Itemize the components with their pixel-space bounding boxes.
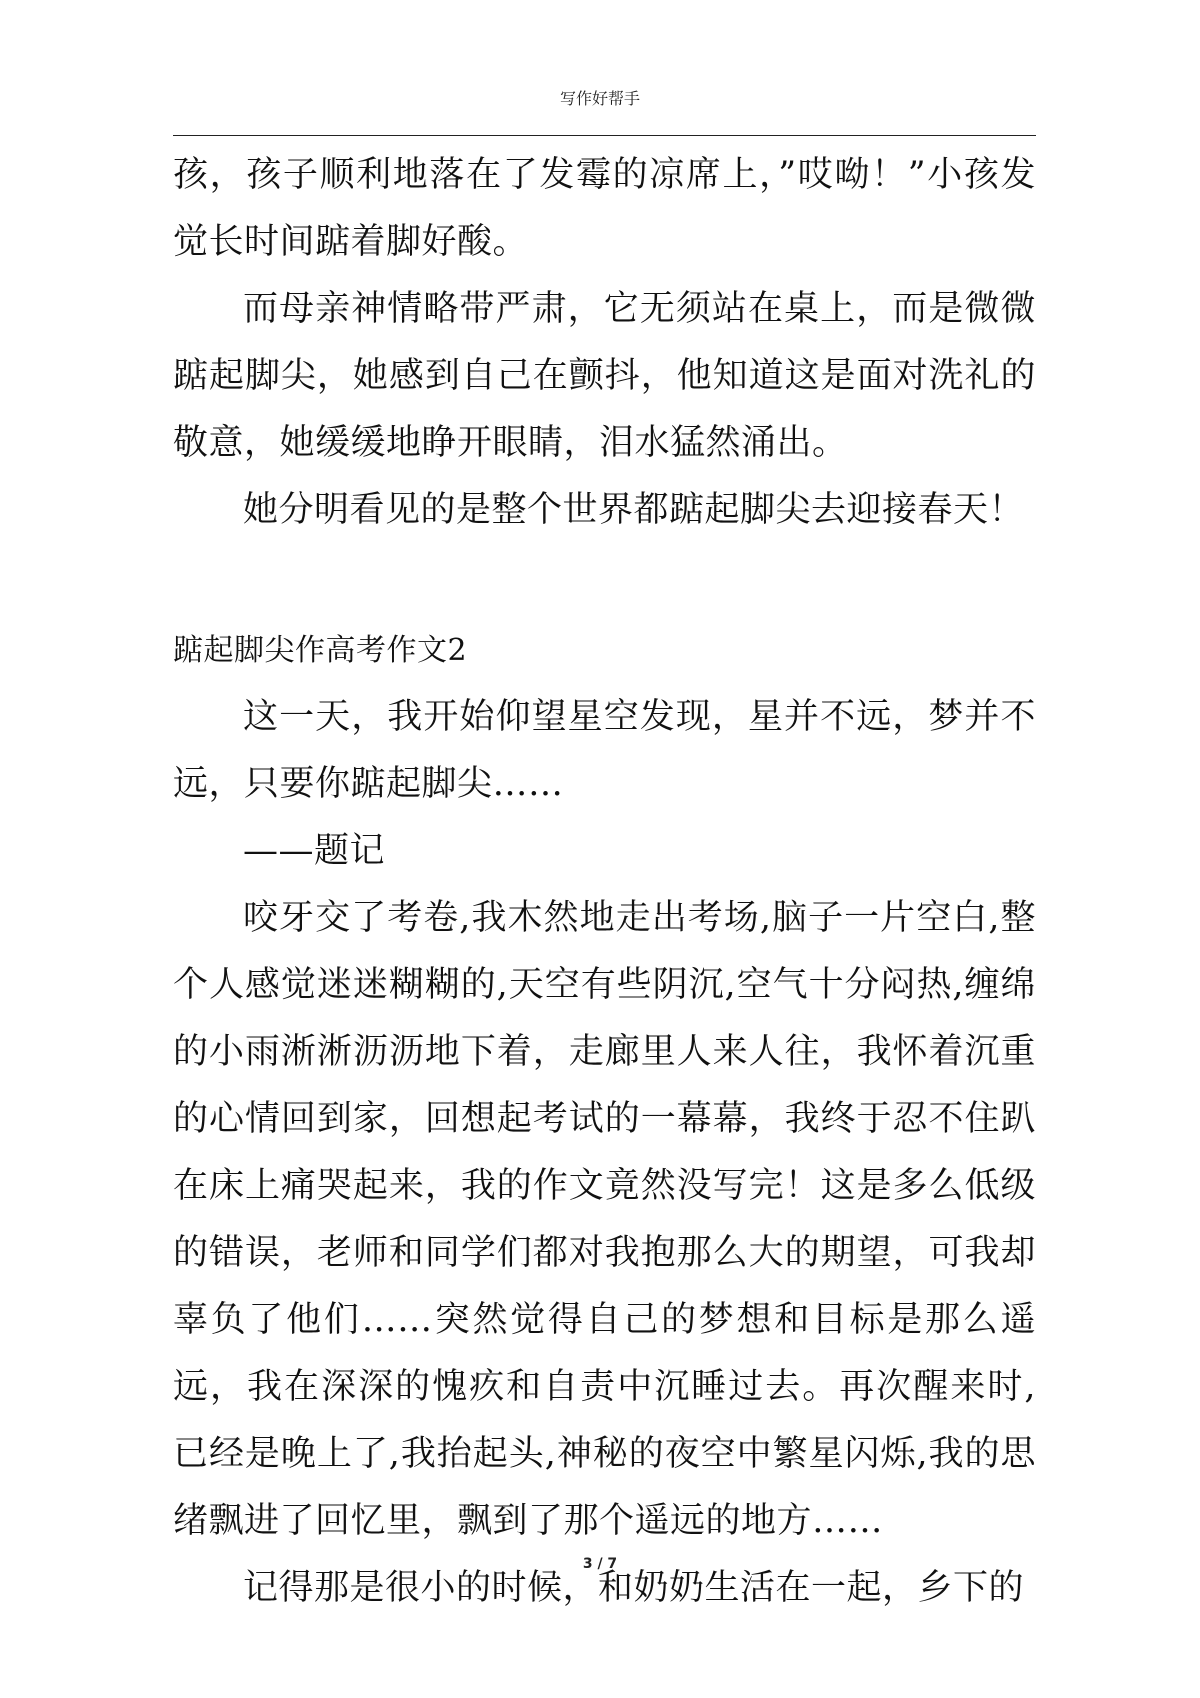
header-divider xyxy=(173,135,1036,136)
document-body xyxy=(173,142,1036,1622)
paragraph: 记得那是很小的时候，和奶奶生活在一起，乡下的 xyxy=(243,1568,1025,1608)
page-header: 写作好帮手 xyxy=(559,89,640,108)
paragraph: 而母亲神情略带严肃，它无须站在桌上，而是微微踮起脚尖，她感到自己在颤抖，他知道这是面对洗礼的敬意，她缓缓地睁开眼睛，泪水猛然涌出。 xyxy=(173,289,1036,463)
section-title: 踮起脚尖作高考作文2 xyxy=(173,633,468,668)
paragraph: 这一天，我开始仰望星空发现，星并不远，梦并不远，只要你踮起脚尖…… xyxy=(173,697,1036,804)
paragraph: 咬牙交了考卷,我木然地走出考场,脑子一片空白,整个人感觉迷迷糊糊的,天空有些阴沉,空气十分闷热,缠绵的小雨淅淅沥沥地下着，走廊里人来人往，我怀着沉重的心情回到家，回想起考试的一幕幕，我终于忍不住趴在床上痛哭起来，我的作文竟然没写完！这是多么低级的错误，老师和同学们都对我抱那么大的期望，可我却辜负了他们……突然觉得自己的梦想和目标是那么遥远，我在深深的愧疚和自责中沉睡过去。再次醒来时,已经是晚上了,我抬起头,神秘的夜空中繁星闪烁,我的思绪飘进了回忆里，飘到了那个遥远的地方…… xyxy=(173,898,1036,1541)
epigraph-attribution: ——题记 xyxy=(243,831,386,871)
paragraph-continuation: 孩，孩子顺利地落在了发霉的凉席上，”哎呦！”小孩发觉长时间踮着脚好酸。 xyxy=(173,155,1036,262)
page-number: 3 / 7 xyxy=(582,1556,618,1572)
section-gap xyxy=(173,544,1036,618)
paragraph: 她分明看见的是整个世界都踮起脚尖去迎接春天！ xyxy=(243,490,1025,530)
